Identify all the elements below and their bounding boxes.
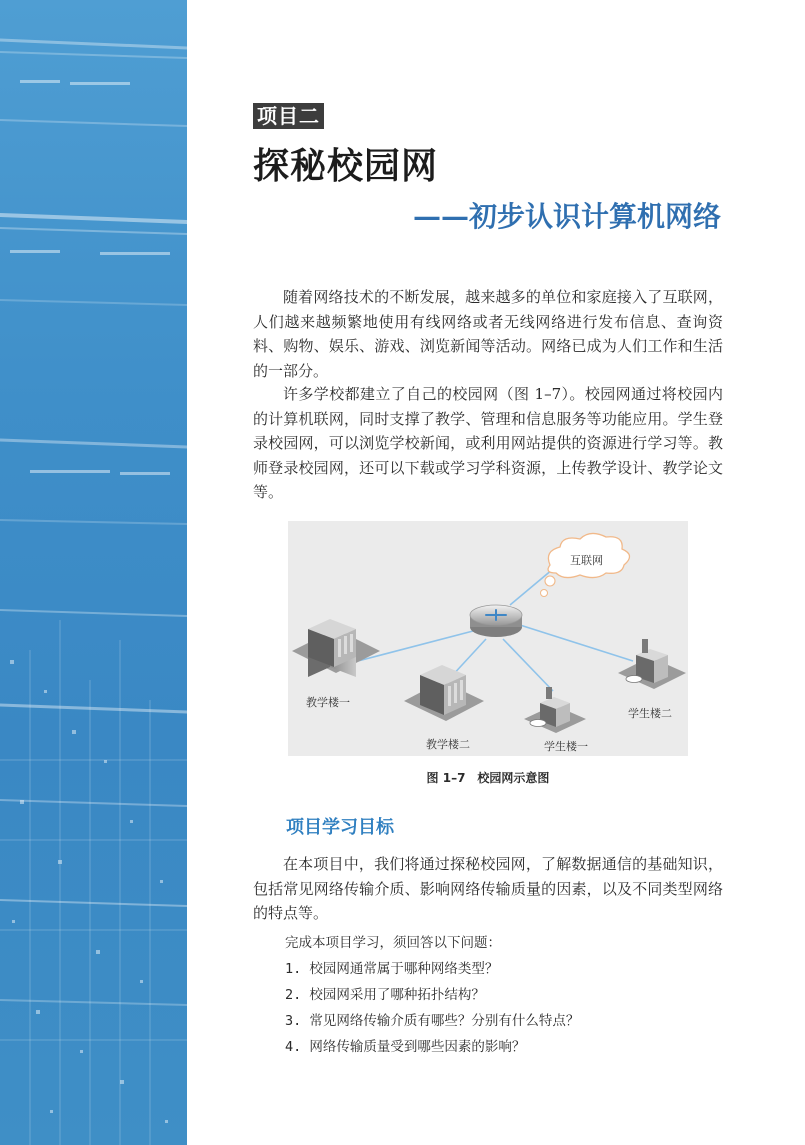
label-student-building-1: 学生楼一 [544, 740, 588, 753]
student-building-2-icon [618, 639, 686, 689]
figure-caption: 图 1–7 校园网示意图 [426, 771, 550, 785]
question-item: 4. 网络传输质量受到哪些因素的影响？ [285, 1039, 526, 1055]
teaching-building-1-icon [292, 619, 380, 677]
question-item: 1. 校园网通常属于哪种网络类型？ [285, 961, 499, 977]
teaching-building-2-icon [404, 665, 484, 721]
router-icon [470, 605, 522, 637]
question-item: 3. 常见网络传输介质有哪些？分别有什么特点？ [285, 1013, 580, 1029]
page-subtitle: ——初步认识计算机网络 [412, 200, 721, 233]
label-teaching-building-2: 教学楼二 [426, 738, 470, 751]
objectives-paragraph: 在本项目中，我们将通过探秘校园网，了解数据通信的基础知识，包括常见网络传输介质、影响网络传输质量的因素，以及不同类型网络的特点等。 [253, 855, 723, 922]
intro-paragraph-1: 随着网络技术的不断发展，越来越多的单位和家庭接入了互联网，人们越来越频繁地使用有线网络或者无线网络进行发布信息、查询资料、购物、娱乐、游戏、浏览新闻等活动。网络已成为人们工作和生活的一部分。 [253, 288, 723, 380]
section-heading: 项目学习目标 [286, 817, 394, 838]
page-title: 探秘校园网 [253, 145, 439, 187]
question-list [285, 956, 579, 1060]
project-tag: 项目二 [253, 103, 324, 129]
questions-intro: 完成本项目学习，须回答以下问题： [285, 935, 501, 951]
question-item: 2. 校园网采用了哪种拓扑结构？ [285, 987, 485, 1003]
intro-paragraph-2: 许多学校都建立了自己的校园网（图 1–7）。校园网通过将校园内的计算机联网，同时支撑了教学、管理和信息服务等功能应用。学生登录校园网，可以浏览学校新闻，或利用网站提供的资源进行学习等。教师登录校园网，还可以下载或学习学科资源，上传教学设计、教学论文等。 [253, 385, 723, 501]
label-internet: 互联网 [570, 554, 603, 567]
data-stream-graphic [0, 0, 187, 1145]
student-building-1-icon [524, 687, 586, 733]
label-teaching-building-1: 教学楼一 [306, 696, 350, 709]
campus-network-figure [288, 521, 688, 756]
label-student-building-2: 学生楼二 [628, 707, 672, 720]
decorative-side-band [0, 0, 187, 1145]
